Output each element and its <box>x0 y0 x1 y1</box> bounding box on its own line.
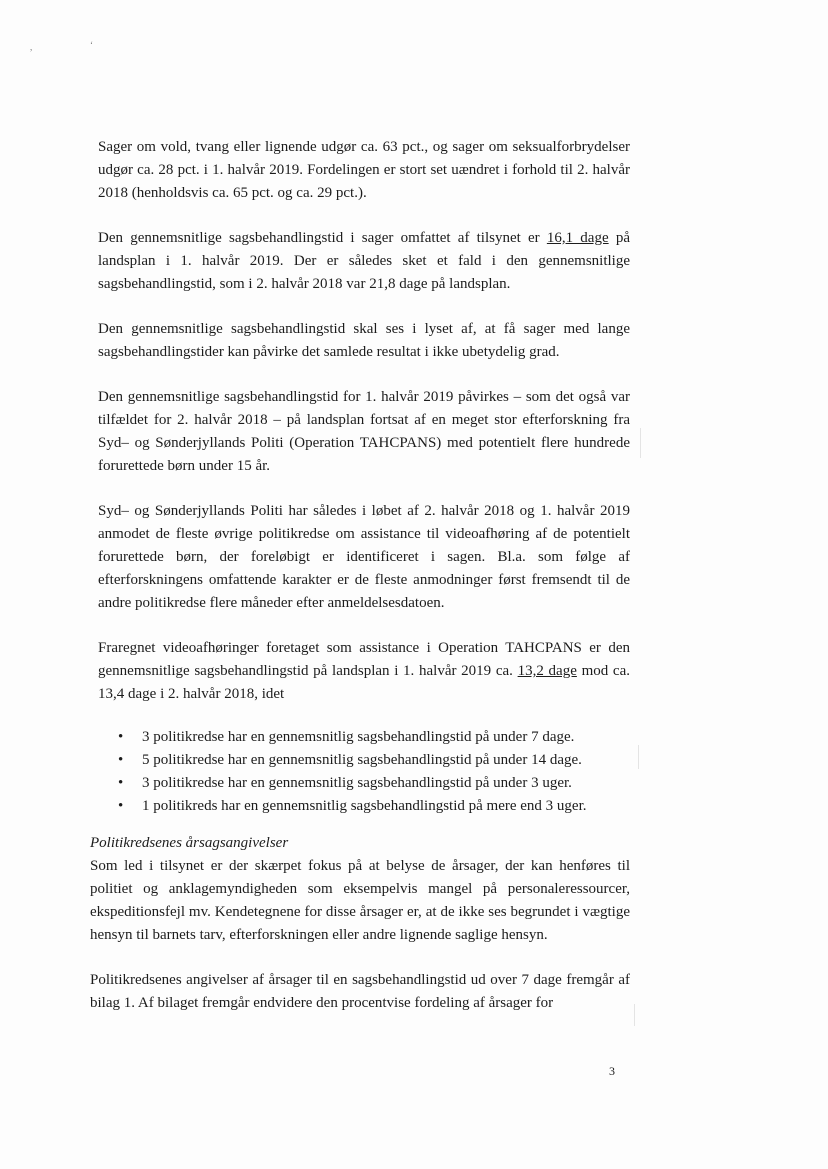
scan-artifact-line <box>634 1004 635 1026</box>
list-item-text: 5 politikredse har en gennemsnitlig sagsbehandlingstid på under 14 dage. <box>142 752 582 768</box>
list-item-text: 1 politikreds har en gennemsnitlig sagsbehandlingstid på mere end 3 uger. <box>142 798 587 814</box>
list-item-text: 3 politikredse har en gennemsnitlig sagsbehandlingstid på under 3 uger. <box>142 775 572 791</box>
list-item <box>118 726 630 749</box>
list-item-text: 3 politikredse har en gennemsnitlig sagsbehandlingstid på under 7 dage. <box>142 729 575 745</box>
paragraph-violence-share: Sager om vold, tvang eller lignende udgør ca. 63 pct., og sager om seksualforbrydelser udgør ca. 28 pct. i 1. halvår 2019. Fordelingen er stort set uændret i forhold til 2. halvår 2018 (henholdsvis ca. 65 pct. og ca. 29 pct.). <box>98 139 630 201</box>
scan-artifact-line <box>640 428 641 458</box>
paragraph-appendix-reference: Politikredsenes angivelser af årsager til en sagsbehandlingstid ud over 7 dage fremgår af bilag 1. Af bilaget fremgår endvidere den procentvise fordeling af årsager for <box>90 972 630 1011</box>
scan-speck: ‘ <box>90 40 93 50</box>
paragraph-operation-tahcpans: Den gennemsnitlige sagsbehandlingstid for 1. halvår 2019 påvirkes – som det også var tilfældet for 2. halvår 2018 – på landsplan fortsat af en meget stor efterforskning fra Syd– og Sønderjyllands Politi (Operation TAHCPANS) med potentielt flere hundrede forurettede børn under 15 år. <box>98 389 630 474</box>
list-item <box>118 772 630 795</box>
paragraph-focus-causes: Som led i tilsynet er der skærpet fokus på at belyse de årsager, der kan henføres til politiet og anklagemyndigheden som eksempelvis mangel på personaleressourcer, ekspeditionsfejl mv. Kendetegnene for disse årsager er, at de ikke ses begrundet i vægtige hensyn til barnets tarv, efterforskningen eller andre lignende saglige hensyn. <box>90 858 630 943</box>
page-number: 3 <box>609 1064 615 1078</box>
paragraph-excluding-interviews <box>98 637 630 706</box>
scan-artifact-line <box>638 745 639 769</box>
paragraph-context-long-cases: Den gennemsnitlige sagsbehandlingstid skal ses i lyset af, at få sager med lange sagsbehandlingstider kan påvirke det samlede resultat i ikke ubetydelig grad. <box>98 321 630 360</box>
list-item <box>118 749 630 772</box>
bullet-symbol: • <box>118 798 124 814</box>
text-segment: Fraregnet videoafhøringer foretaget som assistance i Operation TAHCPANS er den gennemsnitlige sagsbehandlingstid på landsplan i 1. halvår 2019 ca. <box>98 640 630 679</box>
bullet-symbol: • <box>118 752 124 768</box>
text-segment: Den gennemsnitlige sagsbehandlingstid i sager omfattet af tilsynet er <box>98 230 547 246</box>
text-segment: mod ca. 13,4 dage i 2. halvår 2018, idet <box>98 663 630 702</box>
scan-speck: , <box>30 42 33 52</box>
bullet-symbol: • <box>118 729 124 745</box>
highlight-average-days: 16,1 dage <box>546 230 609 246</box>
district-bullet-list <box>98 726 630 818</box>
section-heading: Politikredsenes årsagsangivelser <box>90 835 289 851</box>
paragraph-assistance-requests: Syd– og Sønderjyllands Politi har således i løbet af 2. halvår 2018 og 1. halvår 2019 anmodet de fleste øvrige politikredse om assistance til videoafhøring af de potentielt forurettede børn, der foreløbigt er identificeret i sagen. Bl.a. som følge af efterforskningens omfattende karakter er de fleste anmodninger først fremsendt til de andre politikredse flere måneder efter anmeldelsesdatoen. <box>98 503 630 611</box>
document-body <box>90 136 630 1037</box>
bullet-symbol: • <box>118 775 124 791</box>
text-segment: på landsplan i 1. halvår 2019. Der er således sket et fald i den gennemsnitlige sagsbehandlingstid, som i 2. halvår 2018 var 21,8 dage på landsplan. <box>98 230 630 292</box>
highlight-adjusted-days: 13,2 dage <box>517 663 577 679</box>
list-item <box>118 795 630 818</box>
paragraph-average-processing-time <box>98 227 630 296</box>
